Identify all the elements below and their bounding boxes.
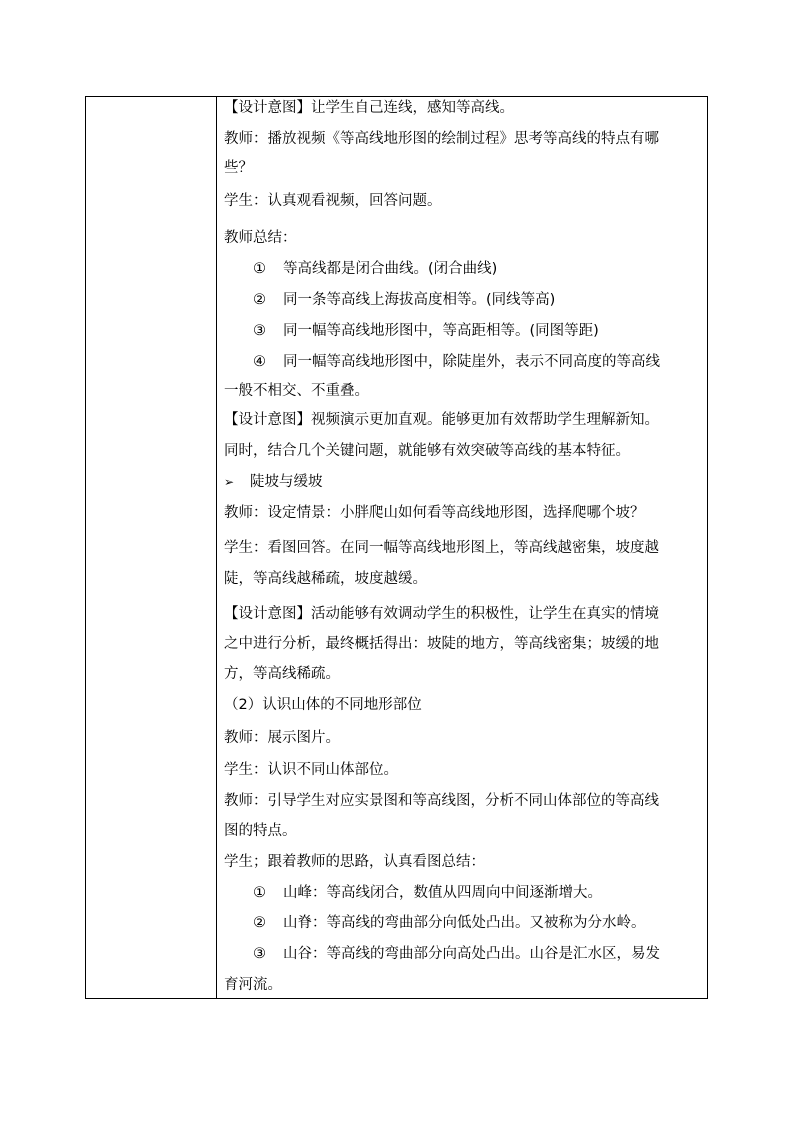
- list-text: 等高线都是闭合曲线。(闭合曲线): [283, 261, 498, 277]
- list-item: [253, 353, 660, 371]
- list-item: [253, 291, 555, 309]
- list-number: ②: [253, 292, 266, 308]
- list-item: [253, 260, 497, 278]
- text-line: 教师：播放视频《等高线地形图的绘制过程》思考等高线的特点有哪: [224, 131, 659, 147]
- bullet-item: [224, 473, 323, 491]
- text-line: 教师：展示图片。: [224, 730, 340, 746]
- text-line: 教师总结：: [224, 230, 297, 246]
- list-text: 山峰：等高线闭合，数值从四周向中间逐渐增大。: [283, 885, 602, 901]
- lesson-table: [85, 96, 708, 999]
- text-line: 些？: [224, 160, 253, 176]
- text-line: 学生：认识不同山体部位。: [224, 762, 398, 778]
- list-number: ③: [253, 323, 266, 339]
- list-number: ①: [253, 261, 266, 277]
- bullet-text: 陡坡与缓坡: [250, 474, 323, 490]
- table-content-cell: [217, 97, 707, 998]
- table-left-cell: [86, 97, 217, 998]
- text-line: （2）认识山体的不同地形部位: [224, 697, 422, 713]
- text-line: 图的特点。: [224, 823, 297, 839]
- text-line: 教师：引导学生对应实景图和等高线图，分析不同山体部位的等高线: [224, 793, 659, 809]
- list-text: 同一幅等高线地形图中，除陡崖外，表示不同高度的等高线: [283, 354, 660, 370]
- text-line: 学生；跟着教师的思路，认真看图总结：: [224, 854, 485, 870]
- text-line: 学生：认真观看视频，回答问题。: [224, 193, 442, 209]
- list-text: 同一条等高线上海拔高度相等。(同线等高): [283, 292, 556, 308]
- list-item: [253, 884, 602, 902]
- text-line: 【设计意图】让学生自己连线，感知等高线。: [224, 100, 514, 116]
- list-item: [253, 945, 660, 963]
- arrow-bullet-icon: ➢: [224, 475, 235, 489]
- list-text: 同一幅等高线地形图中，等高距相等。(同图等距): [283, 323, 599, 339]
- text-line: 同时，结合几个关键问题，就能够有效突破等高线的基本特征。: [224, 443, 630, 459]
- text-line: 方，等高线稀疏。: [224, 666, 340, 682]
- list-number: ④: [253, 354, 266, 370]
- list-item: [253, 914, 646, 932]
- text-line: 【设计意图】视频演示更加直观。能够更加有效帮助学生理解新知。: [224, 412, 659, 428]
- text-line: 之中进行分析，最终概括得出：坡陡的地方，等高线密集；坡缓的地: [224, 636, 659, 652]
- text-line: 教师：设定情景：小胖爬山如何看等高线地形图，选择爬哪个坡？: [224, 505, 645, 521]
- list-text: 山谷：等高线的弯曲部分向高处凸出。山谷是汇水区，易发: [283, 946, 660, 962]
- list-text: 山脊：等高线的弯曲部分向低处凸出。又被称为分水岭。: [283, 915, 646, 931]
- list-number: ①: [253, 885, 266, 901]
- text-line: 学生：看图回答。在同一幅等高线地形图上，等高线越密集，坡度越: [224, 540, 659, 556]
- list-number: ②: [253, 915, 266, 931]
- list-number: ③: [253, 946, 266, 962]
- text-line: 一般不相交、不重叠。: [224, 383, 369, 399]
- text-line: 陡，等高线越稀疏，坡度越缓。: [224, 571, 427, 587]
- text-line: 育河流。: [224, 977, 282, 993]
- list-item: [253, 322, 599, 340]
- text-line: 【设计意图】活动能够有效调动学生的积极性，让学生在真实的情境: [224, 606, 659, 622]
